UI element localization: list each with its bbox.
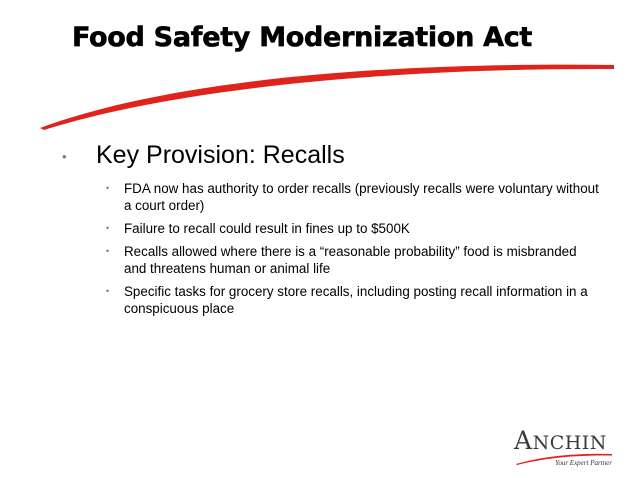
main-bullet — [62, 140, 602, 170]
red-swoosh-decoration — [0, 50, 638, 140]
slide-heading: Key Provision: Recalls — [96, 141, 345, 169]
bullet-text: FDA now has authority to order recalls (previously recalls were voluntary without a court order) — [124, 181, 599, 213]
list-item — [106, 243, 602, 277]
slide-content — [62, 140, 602, 323]
list-item — [106, 220, 602, 237]
list-item — [106, 283, 602, 317]
bullet-dot-icon: • — [106, 286, 110, 296]
list-item — [106, 180, 602, 214]
bullet-list — [62, 180, 602, 317]
bullet-text: Failure to recall could result in fines up to $500K — [124, 221, 410, 236]
bullet-dot-icon: • — [106, 246, 110, 256]
bullet-dot-icon: • — [106, 223, 110, 233]
bullet-dot-icon: • — [106, 183, 110, 193]
logo-initial: A — [514, 426, 533, 455]
logo-rest: NCHIN — [532, 432, 607, 454]
bullet-text: Recalls allowed where there is a “reasonable probability” food is misbranded and threatens human or animal life — [124, 244, 577, 276]
logo-tagline: Your Expert Partner — [555, 459, 612, 467]
slide-title: Food Safety Modernization Act — [72, 22, 533, 53]
anchin-logo — [514, 426, 614, 470]
bullet-text: Specific tasks for grocery store recalls, including posting recall information in a conspicuous place — [124, 284, 588, 316]
bullet-dot-icon: • — [62, 149, 67, 164]
